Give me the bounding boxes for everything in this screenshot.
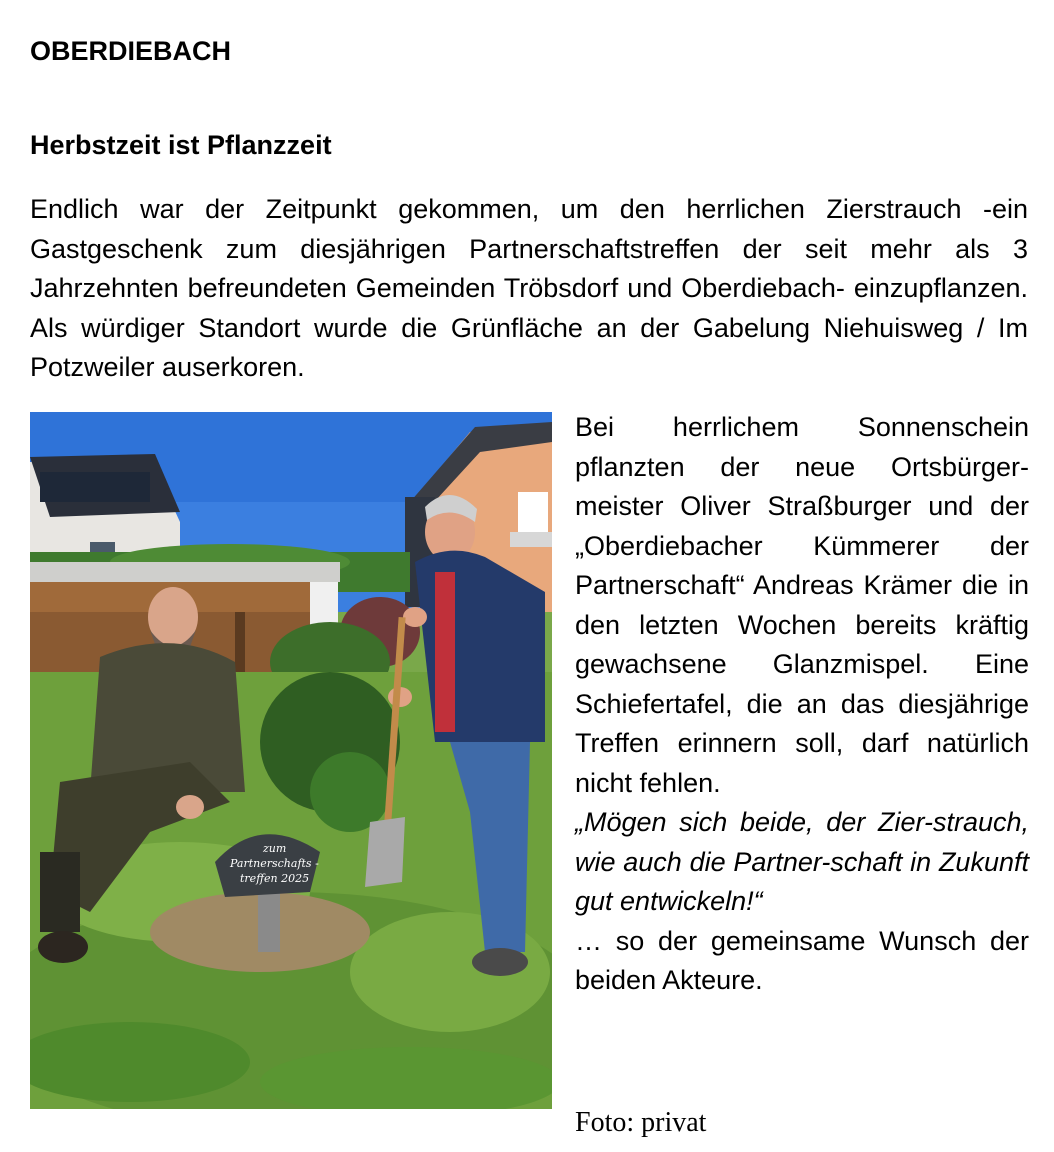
- photo-credit: Foto: privat: [575, 1107, 707, 1138]
- sign-text-1: zum: [263, 842, 287, 855]
- article-photo: [30, 412, 552, 1109]
- quote-text: „Mögen sich beide, der Zier-strauch, wie auch die Partner-schaft in Zukunft gut entwickeln!“: [575, 807, 1029, 916]
- sign-text-2: Partnerschafts -: [230, 857, 319, 870]
- body-paragraph: Bei herrlichem Sonnenschein pflanzten der neue Ortsbürger-meister Oliver Straßburger und der „Oberdiebacher Kümmerer der Partnerschaft“ Andreas Krämer die in den letzten Wochen bereits kräftig gewachsene Glanzmispel. Eine Schiefertafel, die an das diesjährige Treffen erinnern soll, darf natürlich nicht fehlen.: [575, 412, 1029, 798]
- location-heading: OBERDIEBACH: [30, 36, 232, 66]
- closing-text: … so der gemeinsame Wunsch der beiden Akteure.: [575, 925, 1029, 995]
- article-title: Herbstzeit ist Pflanzzeit: [30, 130, 332, 160]
- sign-text-3: treffen 2025: [240, 872, 310, 885]
- body-column: [575, 408, 1029, 1001]
- lead-paragraph: Endlich war der Zeitpunkt gekommen, um den herrlichen Zierstrauch -ein Gastgeschenk zum diesjährigen Partnerschaftstreffen der seit mehr als 3 Jahrzehnten befreundeten Gemeinden Tröbsdorf und Oberdiebach- einzupflanzen. Als würdiger Standort wurde die Grünfläche an der Gabelung Niehuisweg / Im Potzweiler auserkoren.: [30, 194, 1028, 382]
